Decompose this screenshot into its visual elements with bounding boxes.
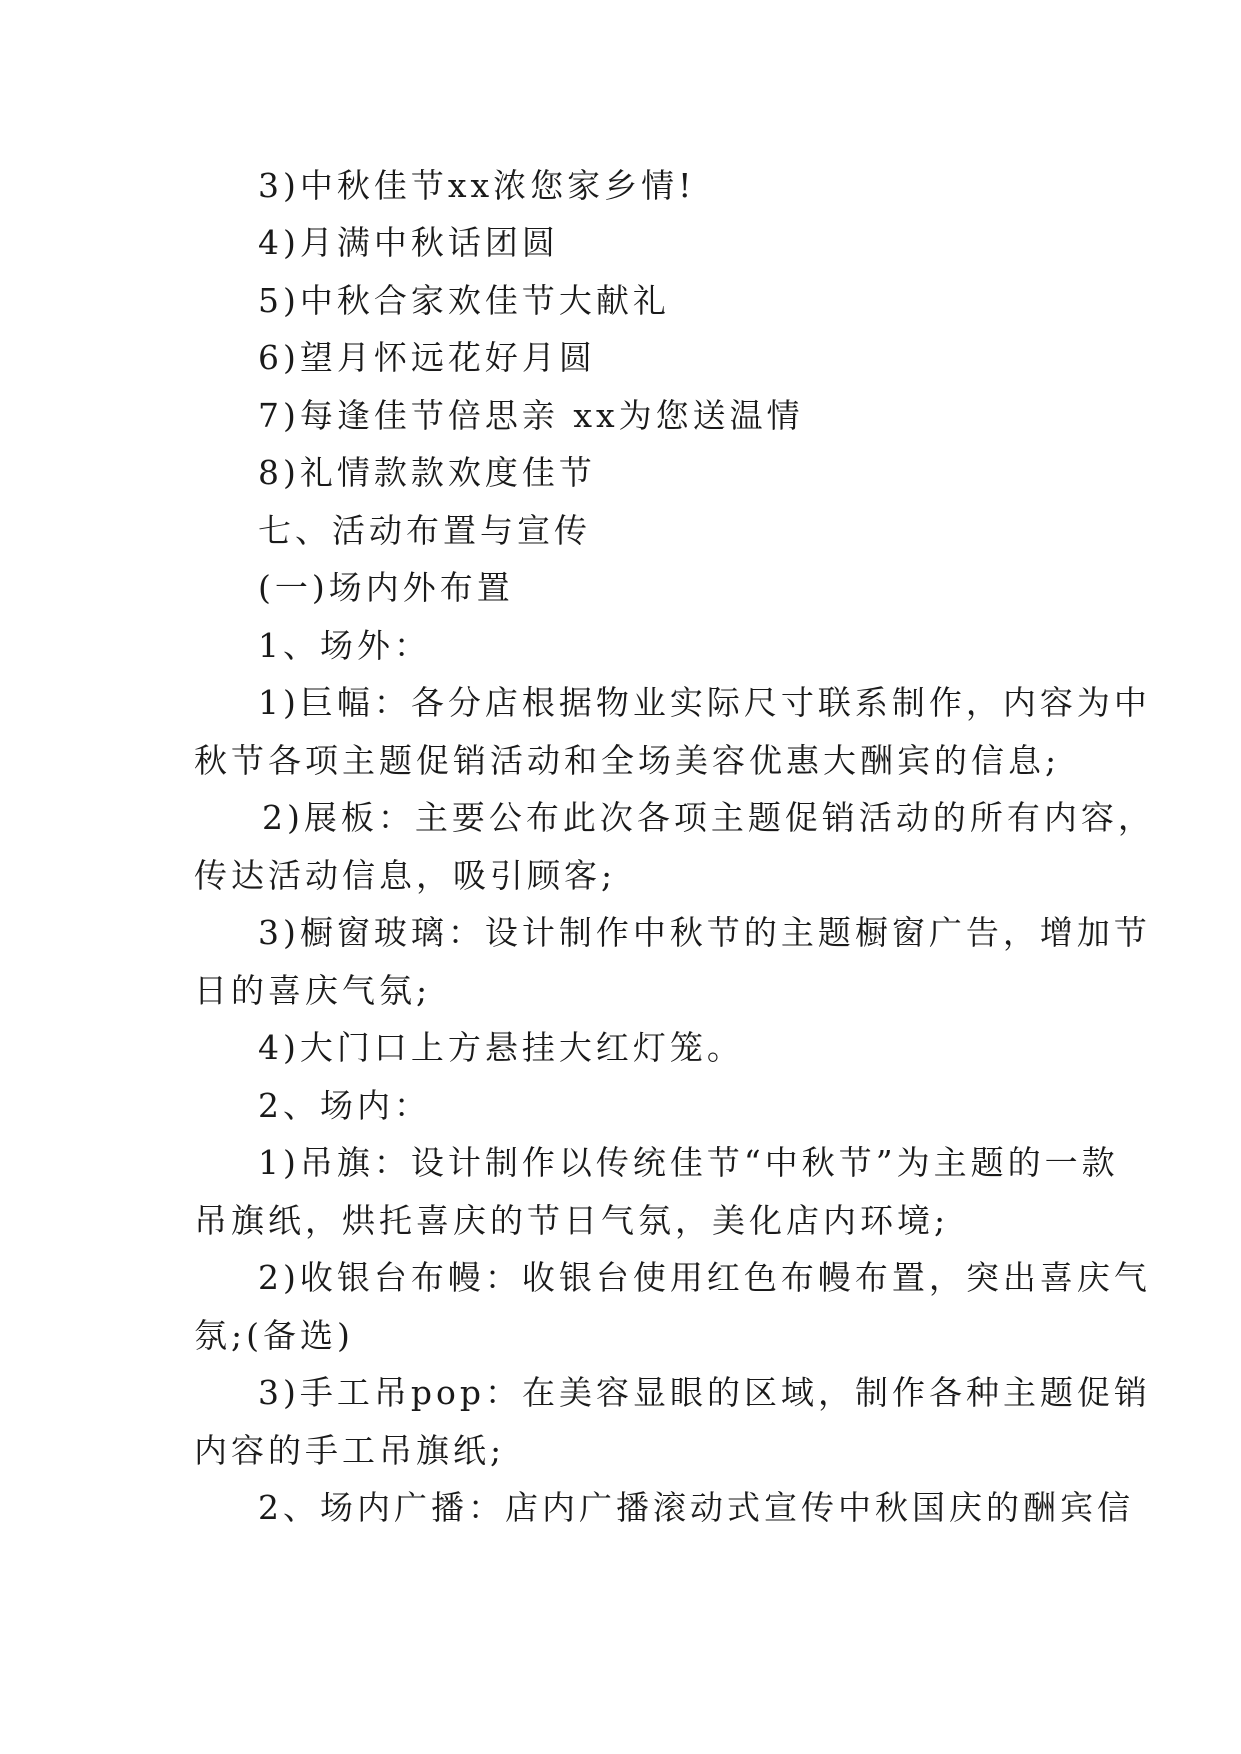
- outdoor-heading: 1、场外：: [258, 626, 431, 665]
- section-heading-7: 七、活动布置与宣传: [258, 511, 591, 550]
- indoor-item-1-line-1: 1)吊旗：设计制作以传统佳节“中秋节”为主题的一款: [258, 1143, 1119, 1182]
- indoor-item-2-line-2: 氛;(备选): [194, 1316, 354, 1355]
- indoor-item-2-line-1: 2)收银台布幔：收银台使用红色布幔布置，突出喜庆气: [258, 1258, 1151, 1297]
- slogan-6: 6)望月怀远花好月圆: [258, 338, 596, 377]
- indoor-item-1-line-2: 吊旗纸，烘托喜庆的节日气氛，美化店内环境;: [194, 1201, 950, 1240]
- outdoor-item-2-line-1: 2)展板：主要公布此次各项主题促销活动的所有内容，: [262, 798, 1155, 837]
- slogan-5: 5)中秋合家欢佳节大献礼: [258, 281, 670, 320]
- outdoor-item-1-line-2: 秋节各项主题促销活动和全场美容优惠大酬宾的信息;: [194, 741, 1061, 780]
- outdoor-item-4: 4)大门口上方悬挂大红灯笼。: [258, 1028, 744, 1067]
- outdoor-item-2-line-2: 传达活动信息，吸引顾客;: [194, 856, 617, 895]
- broadcast-line-1: 2、场内广播：店内广播滚动式宣传中秋国庆的酬宾信: [258, 1488, 1134, 1527]
- slogan-4: 4)月满中秋话团圆: [258, 223, 559, 262]
- outdoor-item-3-line-2: 日的喜庆气氛;: [194, 971, 432, 1010]
- outdoor-item-3-line-1: 3)橱窗玻璃：设计制作中秋节的主题橱窗广告，增加节: [258, 913, 1151, 952]
- slogan-7: 7)每逢佳节倍思亲 xx为您送温情: [258, 396, 804, 435]
- indoor-heading: 2、场内：: [258, 1086, 431, 1125]
- indoor-item-3-line-2: 内容的手工吊旗纸;: [194, 1431, 506, 1470]
- subsection-heading: (一)场内外布置: [258, 568, 514, 607]
- outdoor-item-1-line-1: 1)巨幅：各分店根据物业实际尺寸联系制作，内容为中: [258, 683, 1151, 722]
- indoor-item-3-line-1: 3)手工吊pop：在美容显眼的区域，制作各种主题促销: [258, 1373, 1151, 1412]
- slogan-8: 8)礼情款款欢度佳节: [258, 453, 596, 492]
- slogan-3: 3)中秋佳节xx浓您家乡情!: [258, 166, 696, 205]
